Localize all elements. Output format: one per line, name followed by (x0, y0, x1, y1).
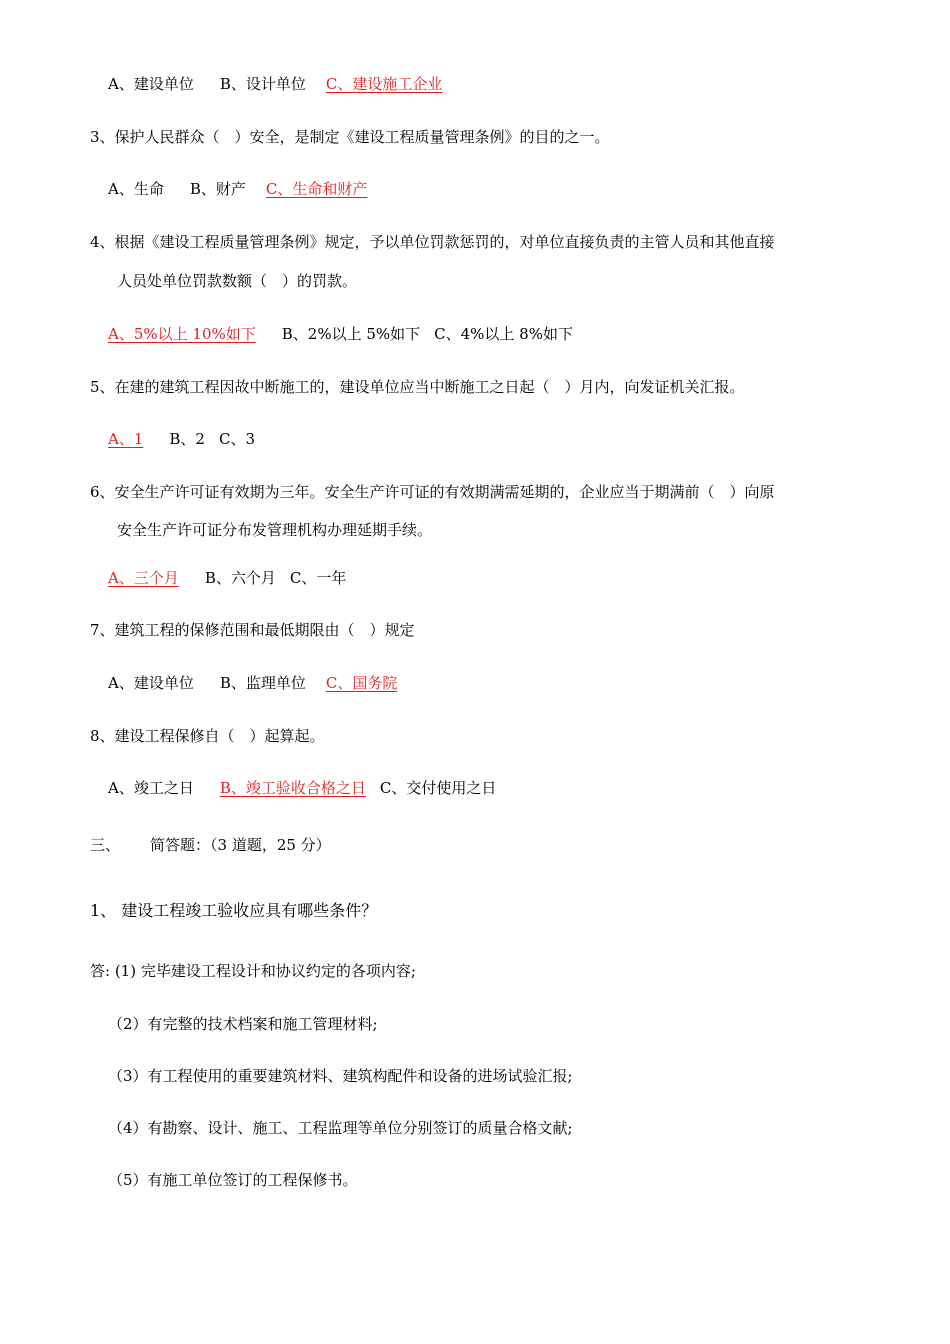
q6-options (108, 568, 346, 588)
q2-option-c-answer: C、建设施工企业 (325, 75, 443, 93)
q2-option-b: B、设计单位 (219, 75, 306, 93)
q8-option-b-answer: B、竣工验收合格之日 (219, 779, 366, 797)
q5-options (108, 429, 255, 449)
section-number: 三、 (90, 836, 121, 854)
q6-text-line1: 6、安全生产许可证有效期为三年。安全生产许可证的有效期满需延期的，企业应当于期满前（ ）向原 (90, 483, 775, 501)
q4-text-line1: 4、根据《建设工程质量管理条例》规定，予以单位罚款惩罚的，对单位直接负责的主管人员和其他直接 (90, 233, 775, 251)
q7-option-a: A、建设单位 (108, 674, 194, 692)
q4-option-c: C、4%以上 8%如下 (434, 325, 573, 343)
answer-item-4: （4）有勘察、设计、施工、工程监理等单位分别签订的质量合格文献; (108, 1119, 573, 1137)
q7-option-c-answer: C、国务院 (325, 674, 398, 692)
q5-option-a-answer: A、1 (108, 430, 144, 448)
section-heading (90, 835, 331, 855)
q6-text-line2: 安全生产许可证分布发管理机构办理延期手续。 (117, 521, 433, 539)
q4-text-line2: 人员处单位罚款数额（ ）的罚款。 (117, 272, 358, 290)
q2-options (108, 74, 442, 94)
answer-item-1: 答: (1) 完毕建设工程设计和协议约定的各项内容; (90, 962, 416, 980)
answer-item-5: （5）有施工单位签订的工程保修书。 (108, 1171, 358, 1189)
q3-options (108, 179, 367, 199)
q5-option-b: B、2 (169, 430, 205, 448)
q3-text: 3、保护人民群众（ ）安全，是制定《建设工程质量管理条例》的目的之一。 (90, 128, 610, 146)
q7-option-b: B、监理单位 (219, 674, 306, 692)
q7-text: 7、建筑工程的保修范围和最低期限由（ ）规定 (90, 621, 415, 639)
q3-option-a: A、生命 (108, 180, 164, 198)
q8-text: 8、建设工程保修自（ ）起算起。 (90, 727, 325, 745)
q8-option-c: C、交付使用之日 (379, 779, 497, 797)
q4-options (108, 324, 573, 344)
q7-options (108, 673, 397, 693)
q3-option-b: B、财产 (189, 180, 246, 198)
q8-option-a: A、竣工之日 (108, 779, 194, 797)
answer-item-3: （3）有工程使用的重要建筑材料、建筑构配件和设备的进场试验汇报; (108, 1067, 573, 1085)
section-title: 简答题：（3 道题，25 分） (150, 836, 331, 854)
q6-option-b: B、六个月 (204, 569, 276, 587)
answer-item-2: （2）有完整的技术档案和施工管理材料; (108, 1015, 378, 1033)
q6-option-a-answer: A、三个月 (108, 569, 179, 587)
q4-option-a-answer: A、5%以上 10%如下 (108, 325, 256, 343)
q8-options (108, 778, 496, 798)
q2-option-a: A、建设单位 (108, 75, 194, 93)
q5-option-c: C、3 (218, 430, 255, 448)
q5-text: 5、在建的建筑工程因故中断施工的，建设单位应当中断施工之日起（ ）月内，向发证机关汇报。 (90, 378, 745, 396)
q4-option-b: B、2%以上 5%如下 (281, 325, 421, 343)
q6-option-c: C、一年 (289, 569, 347, 587)
q3-option-c-answer: C、生命和财产 (265, 180, 368, 198)
short-question-1: 1、 建设工程竣工验收应具有哪些条件？ (90, 901, 378, 920)
